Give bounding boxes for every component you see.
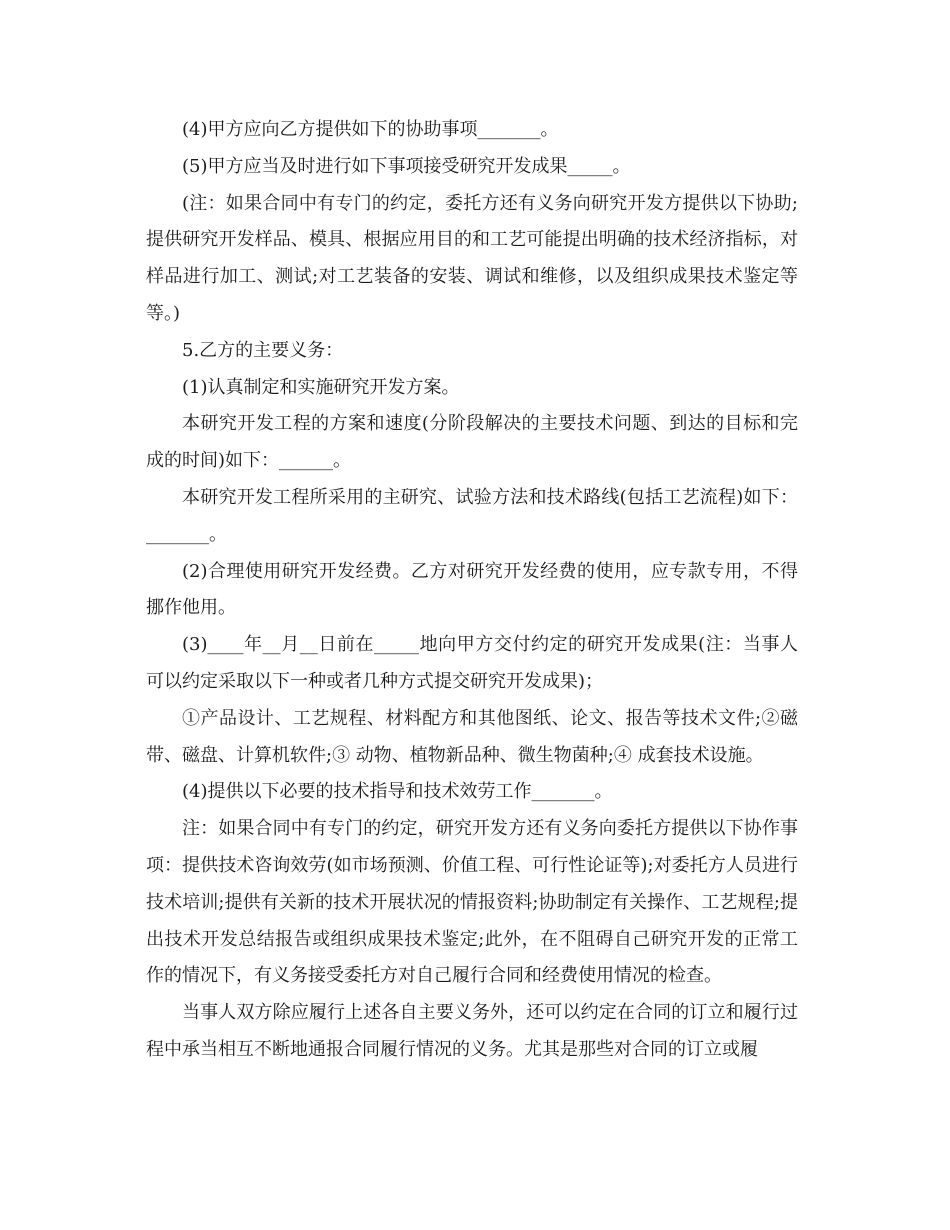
paragraph-technical-guidance: (4)提供以下必要的技术指导和技术效劳工作_______。 — [182, 781, 613, 803]
paragraph-delivery-forms: ①产品设计、工艺规程、材料配方和其他图纸、论文、报告等技术文件;②磁带、磁盘、计算机软件;③ 动物、植物新品种、微生物菌种;④ 成套技术设施。 — [146, 707, 798, 766]
paragraph-note-client-duties: (注：如果合同中有专门的约定，委托方还有义务向研究开发方提供以下协助;提供研究开发样品、模具、根据应用目的和工艺可能提出明确的技术经济指标，对样品进行加工、测试;对工艺装备的安装、调试和维修，以及组织成果技术鉴定等等。) — [146, 192, 798, 324]
paragraph-mutual-obligations: 当事人双方除应履行上述各自主要义务外，还可以约定在合同的订立和履行过程中承当相互不断地通报合同履行情况的义务。尤其是那些对合同的订立或履 — [146, 1002, 798, 1060]
section-heading-party-b-duties: 5.乙方的主要义务： — [182, 339, 344, 361]
paragraph-plan-schedule: 本研究开发工程的方案和速度(分阶段解决的主要技术问题、到达的目标和完成的时间)如下：______。 — [146, 413, 798, 472]
paragraph-plan-implementation: (1)认真制定和实施研究开发方案。 — [182, 376, 460, 398]
paragraph-note-developer-duties: 注：如果合同中有专门的约定，研究开发方还有义务向委托方提供以下协作事项：提供技术咨询效劳(如市场预测、价值工程、可行性论证等);对委托方人员进行技术培训;提供有关新的技术开展状况的情报资料;协助制定有关操作、工艺规程;提出技术开发总结报告或组织成果技术鉴定;此外，在不阻碍自己研究开发的正常工作的情况下，有义务接受委托方对自己履行合同和经费使用情况的检查。 — [146, 818, 798, 987]
paragraph-assistance-items: (4)甲方应向乙方提供如下的协助事项_______。 — [182, 119, 559, 140]
paragraph-delivery-deadline: (3)____年__月__日前在_____地向甲方交付约定的研究开发成果(注：当事人可以约定采取以下一种或者几种方式提交研究开发成果)； — [146, 634, 798, 692]
paragraph-acceptance-items: (5)甲方应当及时进行如下事项接受研究开发成果_____。 — [182, 155, 631, 177]
document-body — [146, 112, 798, 1069]
paragraph-funding-use: (2)合理使用研究开发经费。乙方对研究开发经费的使用，应专款专用，不得挪作他用。 — [146, 560, 798, 619]
paragraph-methods-route: 本研究开发工程所采用的主研究、试验方法和技术路线(包括工艺流程)如下：_______。 — [146, 486, 798, 545]
